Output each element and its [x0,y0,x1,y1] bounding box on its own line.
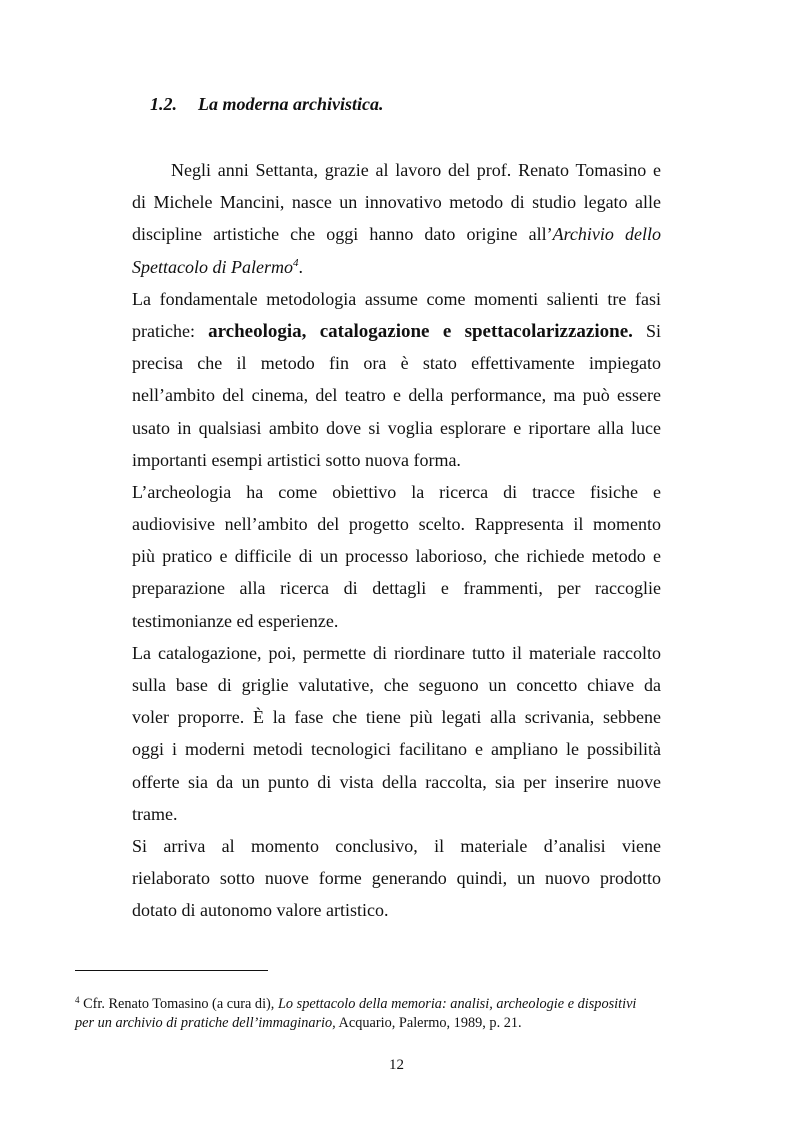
paragraph-2-line-5: usato in qualsiasi ambito dove si voglia esplorare e riportare alla luce [132,417,661,438]
footnote-divider [75,970,268,971]
section-number: 1.2. [150,94,177,114]
footnote-reference[interactable]: 4 [292,256,299,269]
footnote-line-2 [75,1014,715,1033]
paragraph-1-line-3-text: discipline artistiche che oggi hanno dato origine all’ [132,224,553,245]
paragraph-3-line-4: preparazione alla ricerca di dettagli e frammenti, per raccoglie [132,578,661,599]
footnote-line-1 [75,995,715,1014]
section-heading [150,94,384,115]
paragraph-4-line-1: La catalogazione, poi, permette di riordinare tutto il materiale raccolto [132,642,661,663]
body-text [132,154,661,927]
paragraph-1-line-3 [132,218,661,250]
paragraph-4-line-6: trame. [132,803,178,824]
paragraph-2-line-2-text: pratiche: [132,320,195,341]
footnote-book-title-2: per un archivio di pratiche dell’immaginario, [75,1015,336,1031]
page-number: 12 [389,1057,404,1073]
paragraph-3-line-1: L’archeologia ha come obiettivo la ricerca di tracce fisiche e [132,481,661,502]
three-phases-bold: archeologia, catalogazione e spettacolarizzazione. [208,320,633,342]
paragraph-2-line-4: nell’ambito del cinema, del teatro e della performance, ma può essere [132,385,661,406]
paragraph-1-line-1: Negli anni Settanta, grazie al lavoro del prof. Renato Tomasino e [171,160,661,180]
footnote-publisher: Acquario, Palermo, 1989, p. 21. [335,1015,522,1031]
paragraph-4-line-4: oggi i moderni metodi tecnologici facilitano e ampliano le possibilità [132,739,661,760]
archive-title-part-2: Spettacolo di Palermo [132,256,293,277]
footnote-marker: 4 [75,995,80,1005]
footnote [75,995,715,1033]
archive-title-part-1: Archivio dello [552,224,661,245]
paragraph-3-line-3: più pratico e difficile di un processo laborioso, che richiede metodo e [132,546,661,567]
paragraph-4-line-2: sulla base di griglie valutative, che seguono un concetto chiave da [132,675,661,695]
paragraph-5-line-2: rielaborato sotto nuove forme generando quindi, un nuovo prodotto [132,868,661,889]
footnote-book-title-1: Lo spettacolo della memoria: analisi, archeologie e dispositivi [277,996,637,1012]
paragraph-5-line-3: dotato di autonomo valore artistico. [132,900,389,921]
paragraph-1-line-4 [132,251,661,283]
paragraph-1-line-2: di Michele Mancini, nasce un innovativo metodo di studio legato alle [132,192,661,213]
paragraph-4-line-5: offerte sia da un punto di vista della raccolta, sia per inserire nuove [132,771,661,792]
section-title: La moderna archivistica. [198,94,384,114]
paragraph-3-line-2: audiovisive nell’ambito del progetto scelto. Rappresenta il momento [132,514,661,535]
paragraph-2-line-1: La fondamentale metodologia assume come momenti salienti tre fasi [132,288,661,309]
paragraph-4-line-3: voler proporre. È la fase che tiene più legati alla scrivania, sebbene [132,707,661,728]
paragraph-5-line-1: Si arriva al momento conclusivo, il materiale d’analisi viene [132,835,661,856]
paragraph-3-line-5: testimonianze ed esperienze. [132,610,339,631]
paragraph-1-period: . [298,256,303,277]
paragraph-2-line-2-end: Si [645,320,661,341]
paragraph-2-line-2 [132,315,661,347]
paragraph-2-line-6: importanti esempi artistici sotto nuova forma. [132,449,461,470]
paragraph-2-line-3: precisa che il metodo fin ora è stato effettivamente impiegato [132,353,661,374]
footnote-citation-start: Cfr. Renato Tomasino (a cura di), [79,996,275,1012]
